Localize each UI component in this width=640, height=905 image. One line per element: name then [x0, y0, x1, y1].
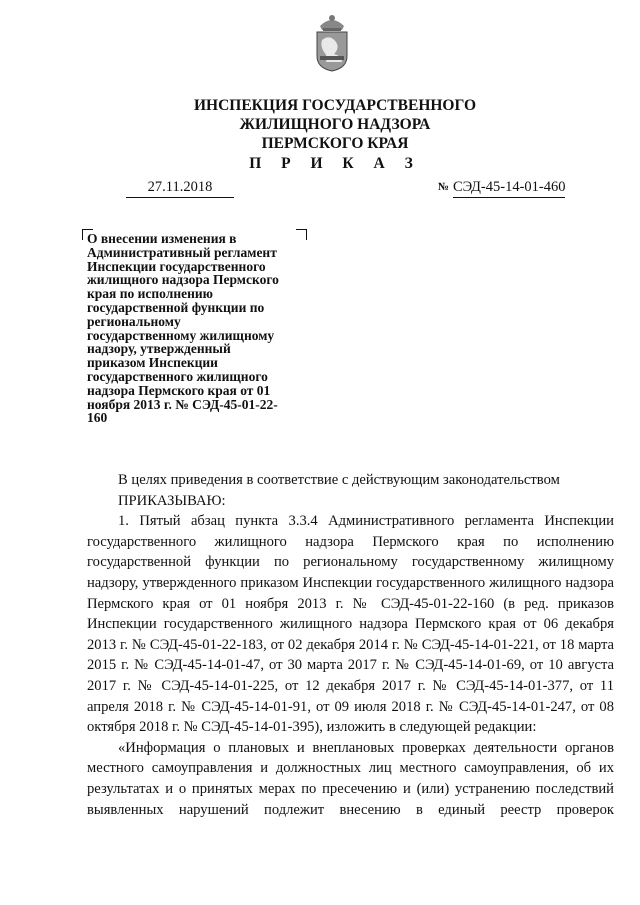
perm-krai-coat-of-arms-icon: [312, 12, 352, 72]
document-date: 27.11.2018: [126, 179, 234, 198]
document-body: [87, 470, 614, 820]
quote-paragraph: «Информация о плановых и внеплановых проверках деятельности органов местного самоуправления и должностных лиц местного самоуправления, об их результатах и о принятых мерах по пресечению и (или) устранению последствий выявленных нарушений подлежит внесению в единый реестр проверок: [87, 739, 614, 818]
subject-line: Инспекции государственного: [87, 258, 266, 274]
org-line-3: ПЕРМСКОГО КРАЯ: [261, 135, 409, 152]
number-sign: №: [438, 181, 450, 193]
order-word: ПРИКАЗЫВАЮ:: [118, 492, 226, 509]
document-type: П Р И К А З: [249, 155, 421, 172]
org-line-1: ИНСПЕКЦИЯ ГОСУДАРСТВЕННОГО: [193, 97, 477, 114]
organization-name: [0, 96, 640, 153]
subject-line: ноября 2013 г. № СЭД-45-01-22-: [87, 396, 278, 412]
subject-line: приказом Инспекции: [87, 355, 218, 371]
subject-line: государственной функции по: [87, 299, 265, 315]
subject-line: региональному: [87, 313, 181, 329]
subject-line: края по исполнению: [87, 286, 213, 302]
subject-line: государственному жилищному: [87, 327, 275, 343]
subject-line: О внесении изменения в: [87, 231, 237, 246]
document-subject: [87, 232, 315, 425]
subject-line: надзора Пермского края от 01: [87, 382, 271, 398]
preamble-paragraph: В целях приведения в соответствие с действующим законодательством: [118, 472, 560, 488]
subject-line: надзору, утвержденный: [87, 341, 231, 357]
org-line-2: ЖИЛИЩНОГО НАДЗОРА: [239, 116, 431, 133]
subject-line: 160: [87, 410, 108, 426]
item-1-paragraph: 1. Пятый абзац пункта 3.3.4 Административного регламента Инспекции государственного жилищного надзора Пермского края по исполнению государственной функции по региональному государственному жилищному надзору, утвержденного приказом Инспекции государственного жилищного надзора Пермского края от 01 ноября 2013 г. № СЭД-45-01-22-160 (в ред. приказов Инспекции государственного жилищного надзора Пермского края от 06 декабря 2013 г. № СЭД-45-01-22-183, от 02 декабря 2014 г. № СЭД-45-14-01-221, от 18 марта 2015 г. № СЭД-45-14-01-47, от 30 марта 2017 г. № СЭД-45-14-01-69, от 10 августа 2017 г. № СЭД-45-14-01-225, от 12 декабря 2017 г. № СЭД-45-14-01-377, от 11 апреля 2018 г. № СЭД-45-14-01-91, от 09 июля 2018 г. № СЭД-45-14-01-247, от 08 октября 2018 г. № СЭД-45-14-01-395), изложить в следующей редакции:: [87, 513, 614, 736]
subject-line: жилищного надзора Пермского: [87, 272, 279, 288]
subject-line: Административный регламент: [87, 244, 277, 260]
subject-line: государственного жилищного: [87, 368, 268, 384]
document-number: СЭД-45-14-01-460: [453, 179, 565, 198]
